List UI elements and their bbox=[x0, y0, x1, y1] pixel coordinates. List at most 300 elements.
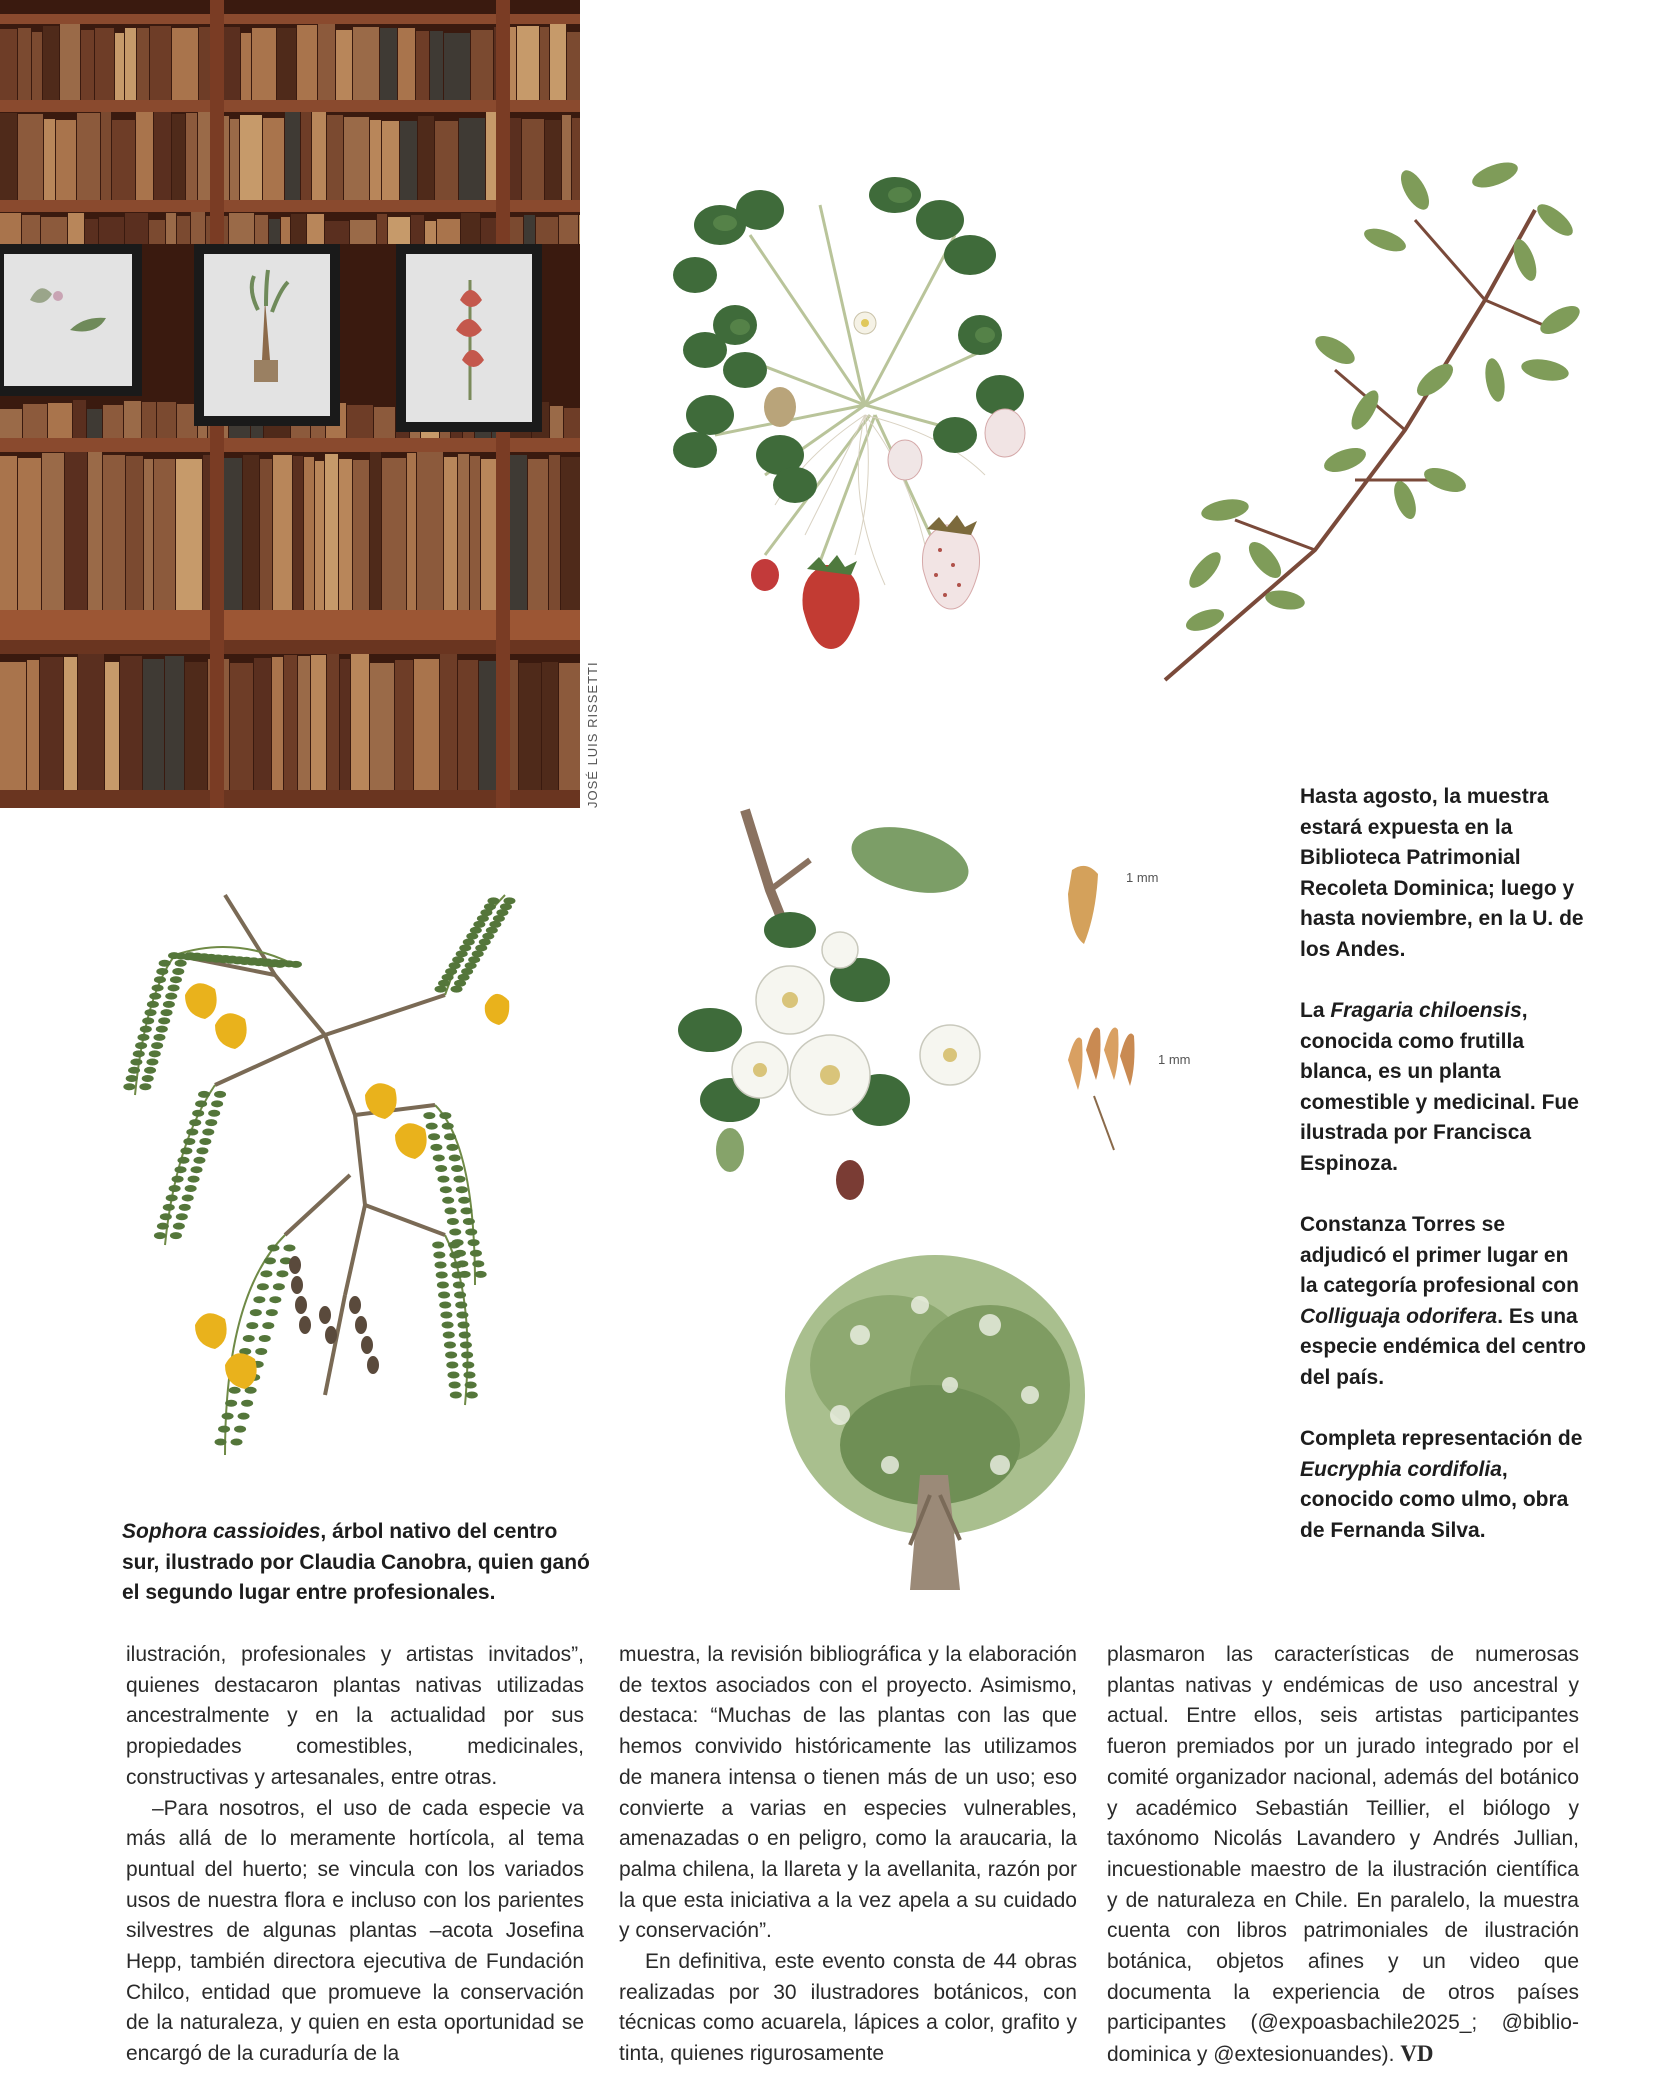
book-spine bbox=[437, 219, 460, 244]
sophora-leaflet bbox=[439, 1302, 451, 1309]
book-spine bbox=[125, 28, 136, 100]
sophora-leaflet bbox=[234, 1426, 246, 1433]
sophora-leaflet bbox=[199, 1138, 211, 1145]
sophora-leaflet bbox=[179, 1204, 191, 1211]
book-spine bbox=[65, 452, 87, 610]
book-spine bbox=[312, 112, 326, 200]
sophora-leaflet bbox=[462, 1362, 474, 1369]
sophora-leaflet bbox=[255, 1348, 267, 1355]
sophora-leaflet bbox=[180, 1147, 192, 1154]
book-spine bbox=[277, 28, 296, 100]
sophora-leaflet bbox=[459, 1332, 471, 1339]
book-spine bbox=[241, 33, 251, 100]
book-spine bbox=[325, 221, 349, 244]
sophora-leaflet bbox=[444, 1133, 456, 1140]
sophora-leaflet bbox=[215, 1439, 227, 1446]
sophora-leaflet bbox=[163, 1204, 175, 1211]
sophora-leaflet bbox=[250, 1309, 262, 1316]
book-spine bbox=[0, 662, 26, 790]
seed-scale-label-top: 1 mm bbox=[1126, 870, 1159, 885]
book-spine bbox=[444, 457, 457, 610]
book-spine bbox=[42, 453, 64, 610]
book-spine bbox=[350, 220, 376, 244]
book-spine bbox=[32, 32, 42, 100]
sophora-leaflet bbox=[423, 1112, 435, 1119]
book-spine bbox=[0, 29, 17, 100]
book-spine bbox=[0, 213, 21, 244]
book-spine bbox=[172, 28, 198, 100]
book-spine bbox=[430, 31, 443, 100]
sophora-leaflet bbox=[191, 1166, 203, 1173]
sophora-leaflet bbox=[432, 1242, 444, 1249]
book-spine bbox=[112, 120, 135, 200]
sophora-leaflet bbox=[472, 1260, 484, 1267]
sophora-leaflet bbox=[243, 1335, 255, 1342]
book-spine bbox=[185, 662, 207, 790]
sophora-leaflet bbox=[267, 1244, 279, 1251]
signoff-mark: VD bbox=[1400, 2041, 1434, 2067]
book-spine bbox=[545, 120, 561, 200]
book-spine bbox=[149, 220, 165, 244]
book-spine bbox=[425, 221, 436, 244]
sophora-leaflet bbox=[461, 1207, 473, 1214]
sophora-leaflet bbox=[452, 1272, 464, 1279]
book-spine bbox=[382, 121, 399, 200]
book-spine bbox=[103, 405, 123, 438]
book-spine bbox=[542, 662, 558, 790]
book-spine bbox=[154, 112, 171, 200]
sophora-leaflet bbox=[458, 1322, 470, 1329]
book-spine bbox=[540, 27, 549, 100]
book-spine bbox=[528, 459, 548, 610]
sophora-leaflet bbox=[188, 1176, 200, 1183]
sophora-leaflet bbox=[487, 897, 499, 904]
sophora-leaflet bbox=[169, 1185, 181, 1192]
book-spine bbox=[137, 28, 149, 100]
book-spine bbox=[125, 213, 148, 244]
sophora-leaflet bbox=[430, 1144, 442, 1151]
book-spine bbox=[166, 213, 176, 244]
book-spine bbox=[18, 28, 31, 100]
sophora-leaflet bbox=[166, 1194, 178, 1201]
sophora-leaflet bbox=[437, 1282, 449, 1289]
book-spine bbox=[374, 407, 395, 438]
body-column-2 bbox=[619, 1640, 1077, 2070]
sophora-leaflet bbox=[146, 1059, 158, 1066]
book-spine bbox=[99, 217, 124, 244]
sophora-leaflet bbox=[435, 1262, 447, 1269]
sophora-leaflet bbox=[182, 1194, 194, 1201]
book-spine bbox=[395, 660, 413, 790]
sophora-leaflet bbox=[135, 1042, 147, 1049]
sophora-leaflet bbox=[185, 1185, 197, 1192]
sophora-leaflet bbox=[290, 961, 302, 968]
sophora-leaflet bbox=[246, 1322, 258, 1329]
book-spine bbox=[0, 113, 17, 200]
book-spine bbox=[229, 213, 254, 244]
book-spine bbox=[191, 212, 205, 244]
book-spine bbox=[22, 215, 40, 244]
sophora-leaflet bbox=[175, 960, 187, 967]
eucryphia-tree-illustration bbox=[770, 1245, 1100, 1595]
book-spine bbox=[260, 459, 272, 610]
sophora-leaflet bbox=[161, 1009, 173, 1016]
sophora-leaflet bbox=[156, 1026, 168, 1033]
book-spine bbox=[176, 459, 202, 610]
species-eucryphia: Eucryphia cordifolia bbox=[1300, 1457, 1502, 1481]
sophora-leaflet bbox=[274, 961, 286, 968]
sophora-leaflet bbox=[173, 1223, 185, 1230]
book-spine bbox=[562, 115, 571, 200]
sophora-leaflet bbox=[154, 976, 166, 983]
sophora-leaflet bbox=[439, 1112, 451, 1119]
book-spine bbox=[0, 456, 17, 610]
caption-sophora: Sophora cassioides, árbol nativo del centro sur, ilustrado por Claudia Canobra, quien ganó el segundo lugar entre profesionales. bbox=[122, 1520, 590, 1604]
book-spine bbox=[18, 114, 43, 200]
sophora-leaflet bbox=[186, 1129, 198, 1136]
sophora-leaflet bbox=[449, 1154, 461, 1161]
book-spine bbox=[344, 117, 369, 200]
book-spine bbox=[340, 659, 350, 790]
sophora-leaflet bbox=[262, 1322, 274, 1329]
book-spine bbox=[307, 214, 324, 244]
species-fragaria: Fragaria chiloensis bbox=[1330, 999, 1522, 1022]
book-spine bbox=[370, 452, 381, 610]
sophora-leaflet bbox=[165, 993, 177, 1000]
book-spine bbox=[519, 663, 541, 790]
book-spine bbox=[522, 119, 544, 200]
body-column-1 bbox=[126, 1640, 584, 2070]
book-spine bbox=[252, 28, 276, 100]
book-spine bbox=[564, 408, 580, 438]
fragaria-illustration bbox=[655, 175, 1095, 695]
sophora-leaflet bbox=[264, 1257, 276, 1264]
sophora-leaflet bbox=[456, 1186, 468, 1193]
sophora-leaflet bbox=[130, 1059, 142, 1066]
book-spine bbox=[284, 655, 297, 790]
book-spine bbox=[559, 215, 578, 244]
book-spine bbox=[78, 654, 104, 790]
book-spine bbox=[336, 30, 352, 100]
book-spine bbox=[230, 663, 253, 790]
book-spine bbox=[272, 657, 283, 790]
book-spine bbox=[120, 656, 142, 790]
sophora-leaflet bbox=[463, 1372, 475, 1379]
book-spine bbox=[459, 118, 485, 200]
sophora-leaflet bbox=[128, 1067, 140, 1074]
book-spine bbox=[339, 459, 352, 610]
body-paragraph: plasmaron las características de numerosas plantas nativas y endémicas de uso ancestral y actual. Entre ellos, seis artistas participantes fueron premiados por un jurado integrado por el comité organizador nacional, además del botánico y académico Sebastián Teillier, el biólogo y taxónomo Nicolás Lavandero y Andrés Jullian, incuestionable maestro de la ilustración científica y de naturaleza en Chile. En paralelo, la muestra cuenta con libros patrimoniales de ilustración botánica, objetos afines y un video que documenta la experiencia de otros países participantes (@expoasbachile2025_; @bibliodominica y @extesionuandes). VD bbox=[1107, 1643, 1579, 2067]
sophora-leaflet bbox=[448, 1242, 460, 1249]
book-spine bbox=[567, 32, 580, 100]
sophora-leaflet bbox=[208, 1110, 220, 1117]
bookshelf-photo bbox=[0, 0, 580, 808]
book-spine bbox=[347, 405, 373, 438]
book-spine bbox=[172, 114, 185, 200]
framed-illustration-1 bbox=[0, 244, 142, 396]
book-spine bbox=[60, 24, 80, 100]
sophora-leaflet bbox=[449, 1252, 461, 1259]
book-spine bbox=[315, 461, 324, 610]
book-spine bbox=[44, 119, 55, 200]
book-spine bbox=[165, 656, 184, 790]
sophora-leaflet bbox=[144, 1067, 156, 1074]
sophora-leaflet bbox=[172, 1176, 184, 1183]
sophora-leaflet bbox=[445, 1352, 457, 1359]
sophora-leaflet bbox=[225, 1400, 237, 1407]
sophora-leaflet bbox=[140, 1026, 152, 1033]
book-spine bbox=[398, 28, 415, 100]
sophora-leaflet bbox=[475, 1271, 487, 1278]
book-spine bbox=[255, 215, 268, 244]
sophora-leaflet bbox=[453, 1176, 465, 1183]
sophora-leaflet bbox=[458, 1197, 470, 1204]
body-paragraph: –Para nosotros, el uso de cada especie va más allá de lo meramente hortícola, al tema puntual del huerto; se vincula con los variados usos de nuestra flora e incluso con los parientes silvestres de algunas plantas –acota Josefina Hepp, también directora ejecutiva de Fundación Chilco, entidad que promueve la conservación de la naturaleza, y quien en esta oportunidad se encargó de la curaduría de la bbox=[126, 1796, 584, 2066]
book-spine bbox=[0, 409, 22, 438]
book-spine bbox=[380, 28, 397, 100]
book-spine bbox=[240, 115, 262, 200]
sophora-leaflet bbox=[456, 1312, 468, 1319]
caption-fragaria: La Fragaria chiloensis, conocida como frutilla blanca, es un planta comestible y medicinal. Fue ilustrada por Francisca Espinoza. bbox=[1300, 999, 1579, 1175]
caption-colliguaja: Constanza Torres se adjudicó el primer lugar en la categoría profesional con Colliguaja odorifera. Es una especie endémica del centro del país. bbox=[1300, 1213, 1586, 1389]
sophora-leaflet bbox=[123, 1083, 135, 1090]
book-spine bbox=[414, 659, 439, 790]
eucryphia-seeds-illustration bbox=[1050, 850, 1230, 1180]
book-spine bbox=[64, 657, 77, 790]
book-spine bbox=[458, 454, 469, 610]
book-spine bbox=[417, 452, 443, 610]
sophora-leaflet bbox=[442, 1123, 454, 1130]
sophora-leaflet bbox=[461, 1352, 473, 1359]
book-spine bbox=[353, 27, 379, 100]
book-spine bbox=[458, 660, 478, 790]
book-spine bbox=[87, 409, 102, 438]
sophora-leaflet bbox=[451, 1165, 463, 1172]
sophora-leaflet bbox=[453, 1282, 465, 1289]
sophora-leaflet bbox=[273, 1283, 285, 1290]
book-spine bbox=[470, 456, 480, 610]
sophora-leaflet bbox=[503, 897, 515, 904]
book-spine bbox=[407, 453, 416, 610]
sophora-leaflet bbox=[142, 1075, 154, 1082]
sophora-leaflet bbox=[214, 1091, 226, 1098]
book-spine bbox=[291, 214, 306, 244]
sophora-leaflet bbox=[253, 1296, 265, 1303]
sophora-leaflet bbox=[211, 1100, 223, 1107]
sophora-leaflet bbox=[433, 1252, 445, 1259]
sophora-leaflet bbox=[259, 1335, 271, 1342]
sophora-leaflet bbox=[147, 1001, 159, 1008]
book-spine bbox=[273, 455, 292, 610]
book-spine bbox=[40, 657, 63, 790]
book-spine bbox=[370, 120, 381, 200]
book-spine bbox=[549, 455, 560, 610]
caption-exhibit: Hasta agosto, la muestra estará expuesta en la Biblioteca Patrimonial Recoleta Dominica; luego y hasta noviembre, en la U. de los Andes. bbox=[1300, 785, 1584, 961]
sophora-leaflet bbox=[196, 1147, 208, 1154]
book-spine bbox=[56, 120, 76, 200]
book-spine bbox=[154, 459, 175, 610]
book-spine bbox=[254, 658, 271, 790]
sophora-leaflet bbox=[426, 1123, 438, 1130]
book-spine bbox=[550, 24, 566, 100]
book-spine bbox=[263, 118, 284, 200]
framed-illustration-2 bbox=[194, 244, 340, 426]
sophora-leaflet bbox=[172, 968, 184, 975]
sophora-leaflet bbox=[222, 1413, 234, 1420]
sophora-leaflet bbox=[446, 1362, 458, 1369]
book-spine bbox=[301, 112, 311, 200]
sophora-leaflet bbox=[137, 1034, 149, 1041]
book-spine bbox=[536, 217, 558, 244]
body-paragraph: ilustración, profesionales y artistas invitados”, quienes destacaron plantas nativas utilizadas ancestralmente y en la actualidad por sus propiedades comestibles, medicinales, constructivas y artesanales, entre otras. bbox=[126, 1643, 584, 1789]
sophora-leaflet bbox=[455, 1302, 467, 1309]
book-spine bbox=[103, 455, 125, 610]
species-colliguaja: Colliguaja odorifera bbox=[1300, 1304, 1498, 1328]
sophora-leaflet bbox=[152, 984, 164, 991]
book-spine bbox=[325, 454, 338, 610]
body-paragraph: En definitiva, este evento consta de 44 obras realizadas por 30 ilustradores botánicos, con técnicas como acuarela, lápices a color, grafito y tinta, quienes rigurosamente bbox=[619, 1950, 1077, 2066]
book-spine bbox=[126, 456, 143, 610]
book-spine bbox=[561, 457, 580, 610]
sophora-leaflet bbox=[442, 1197, 454, 1204]
book-spine bbox=[411, 215, 424, 244]
book-spine bbox=[281, 217, 290, 244]
book-spine bbox=[150, 26, 171, 100]
sophora-leaflet bbox=[443, 1332, 455, 1339]
sophora-leaflet bbox=[192, 1110, 204, 1117]
sophora-leaflet bbox=[440, 1312, 452, 1319]
sophora-leaflet bbox=[470, 1250, 482, 1257]
book-spine bbox=[73, 400, 86, 438]
book-spine bbox=[327, 115, 343, 200]
sophora-leaflet bbox=[145, 1009, 157, 1016]
book-spine bbox=[298, 656, 310, 790]
sophora-leaflet bbox=[159, 960, 171, 967]
colliguaja-illustration bbox=[1115, 150, 1585, 690]
book-spine bbox=[444, 33, 470, 100]
book-spine bbox=[77, 113, 100, 200]
book-spine bbox=[143, 659, 164, 790]
book-spine bbox=[95, 28, 114, 100]
sophora-leaflet bbox=[444, 1342, 456, 1349]
book-spine bbox=[124, 401, 141, 438]
sophora-leaflet bbox=[442, 1322, 454, 1329]
book-spine bbox=[435, 121, 458, 200]
book-spine bbox=[351, 654, 369, 790]
sophora-leaflet bbox=[451, 1262, 463, 1269]
book-spine bbox=[136, 112, 153, 200]
book-spine bbox=[115, 33, 124, 100]
book-spine bbox=[377, 214, 387, 244]
sophora-leaflet bbox=[149, 993, 161, 1000]
sophora-leaflet bbox=[445, 1207, 457, 1214]
sophora-leaflet bbox=[435, 1165, 447, 1172]
sophora-leaflet bbox=[468, 1239, 480, 1246]
sophora-leaflet bbox=[436, 1272, 448, 1279]
book-spine bbox=[461, 213, 480, 244]
book-spine bbox=[400, 121, 417, 200]
book-spine bbox=[18, 458, 41, 610]
sophora-leaflet bbox=[465, 1382, 477, 1389]
sophora-leaflet bbox=[229, 1387, 241, 1394]
book-spine bbox=[297, 25, 317, 100]
book-spine bbox=[144, 459, 153, 610]
sophora-leaflet bbox=[450, 1392, 462, 1399]
sophora-leaflet bbox=[142, 1017, 154, 1024]
sophora-leaflet bbox=[428, 1133, 440, 1140]
sophora-leaflet bbox=[257, 1283, 269, 1290]
sophora-leaflet bbox=[151, 1042, 163, 1049]
sophora-leaflet bbox=[163, 1001, 175, 1008]
book-spine bbox=[508, 217, 523, 244]
sophora-leaflet bbox=[454, 1292, 466, 1299]
book-spine bbox=[304, 457, 314, 610]
sophora-leaflet bbox=[153, 1034, 165, 1041]
book-spine bbox=[101, 112, 111, 200]
sophora-leaflet bbox=[160, 1213, 172, 1220]
body-column-3 bbox=[1107, 1640, 1579, 2071]
book-spine bbox=[41, 217, 67, 244]
book-spine bbox=[230, 119, 239, 200]
sophora-leaflet bbox=[168, 984, 180, 991]
sophora-leaflet bbox=[241, 1400, 253, 1407]
book-spine bbox=[559, 663, 580, 790]
book-spine bbox=[327, 654, 339, 790]
sophora-leaflet bbox=[126, 1075, 138, 1082]
sophora-leaflet bbox=[437, 1176, 449, 1183]
sophora-leaflet bbox=[218, 1426, 230, 1433]
sophora-leaflet bbox=[238, 1413, 250, 1420]
book-spine bbox=[23, 404, 47, 438]
book-spine bbox=[142, 402, 156, 438]
book-spine bbox=[382, 458, 406, 610]
sophora-leaflet bbox=[175, 1166, 187, 1173]
sophora-leaflet bbox=[195, 1100, 207, 1107]
book-spine bbox=[186, 113, 197, 200]
sophora-leaflet bbox=[283, 1244, 295, 1251]
book-spine bbox=[157, 402, 176, 438]
sophora-leaflet bbox=[276, 1270, 288, 1277]
book-spine bbox=[285, 112, 300, 200]
sophora-leaflet bbox=[440, 1186, 452, 1193]
sophora-leaflet bbox=[156, 968, 168, 975]
book-spine bbox=[43, 26, 59, 100]
caption-eucryphia: Completa representación de Eucryphia cordifolia, conocido como ulmo, obra de Fernanda Silva. bbox=[1300, 1427, 1583, 1542]
book-spine bbox=[550, 406, 563, 438]
sophora-leaflet bbox=[189, 1119, 201, 1126]
sophora-leaflet bbox=[465, 1229, 477, 1236]
framed-illustration-3 bbox=[396, 244, 542, 432]
book-spine bbox=[243, 455, 259, 610]
book-spine bbox=[471, 30, 493, 100]
book-spine bbox=[418, 116, 434, 200]
sophora-leaflet bbox=[157, 1223, 169, 1230]
sophora-leaflet bbox=[170, 976, 182, 983]
sophora-leaflet bbox=[463, 1218, 475, 1225]
sophora-leaflet bbox=[438, 1292, 450, 1299]
sophora-leaflet bbox=[133, 1050, 145, 1057]
book-spine bbox=[269, 219, 280, 244]
book-spine bbox=[524, 215, 535, 244]
sophora-leaflet bbox=[447, 1372, 459, 1379]
sophora-leaflet bbox=[170, 1232, 182, 1239]
sophora-leaflet bbox=[177, 1157, 189, 1164]
book-spine bbox=[105, 662, 119, 790]
book-spine bbox=[88, 452, 102, 610]
body-paragraph: muestra, la revisión bibliográfica y la elaboración de textos asociados con el proyecto. Asimismo, destaca: “Muchas de las plantas con las que hemos convivido históricamente las utilizamos de manera intensa o tienen más de un uso; eso convierte a varias en especies vulnerables, amenazadas o en peligro, como la araucaria, la palma chilena, la llareta y la avellanita, razón por la que esta iniciativa a la vez apela a su cuidado y conservación”. bbox=[619, 1643, 1077, 1943]
sophora-leaflet bbox=[139, 1083, 151, 1090]
sophora-leaflet bbox=[269, 1296, 281, 1303]
